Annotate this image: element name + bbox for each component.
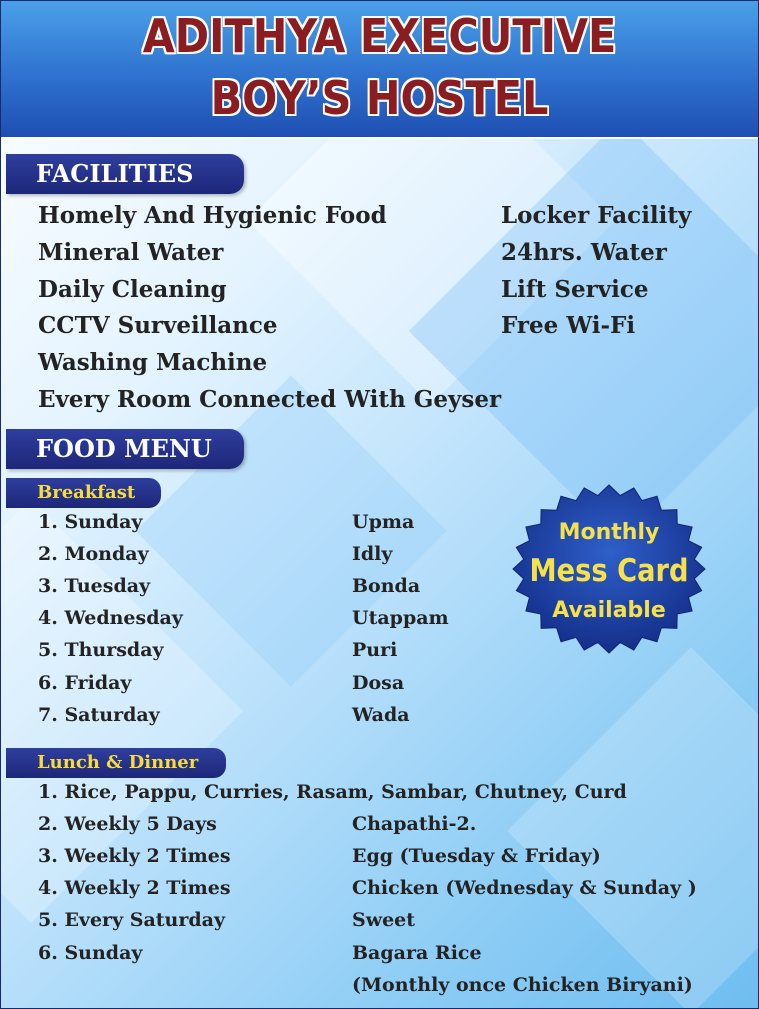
breakfast-item: Wada xyxy=(352,704,410,726)
facilities-heading: FACILITIES xyxy=(6,154,244,194)
breakfast-item: Upma xyxy=(352,511,415,533)
hostel-title-line-2: BOY’S HOSTEL xyxy=(210,71,549,125)
breakfast-day: 4. Wednesday xyxy=(38,607,183,629)
lunch-dinner-item: Bagara Rice xyxy=(352,942,482,964)
bg-diamond-5 xyxy=(507,647,759,1009)
breakfast-item: Puri xyxy=(352,639,398,661)
breakfast-day: 3. Tuesday xyxy=(38,575,151,597)
breakfast-item: Bonda xyxy=(352,575,421,597)
facility-item: Mineral Water xyxy=(38,239,224,266)
lunch-dinner-schedule: 3. Weekly 2 Times xyxy=(38,845,231,867)
breakfast-day: 1. Sunday xyxy=(38,511,143,533)
breakfast-day: 6. Friday xyxy=(38,672,132,694)
lunch-dinner-item: Sweet xyxy=(352,909,416,931)
breakfast-day: 7. Saturday xyxy=(38,704,160,726)
badge-line-2: Mess Card xyxy=(529,552,689,589)
facility-item: 24hrs. Water xyxy=(501,239,667,266)
facility-item: Daily Cleaning xyxy=(38,276,227,303)
food-menu-heading: FOOD MENU xyxy=(6,429,244,469)
lunch-dinner-item: Egg (Tuesday & Friday) xyxy=(352,845,601,867)
hostel-title-line-1: ADITHYA EXECUTIVE xyxy=(142,9,617,63)
facility-item: Every Room Connected With Geyser xyxy=(38,386,502,413)
facility-item: Locker Facility xyxy=(501,202,692,229)
lunch-dinner-schedule: 2. Weekly 5 Days xyxy=(38,813,217,835)
lunch-dinner-item: Chapathi-2. xyxy=(352,813,477,835)
lunch-dinner-item-note: (Monthly once Chicken Biryani) xyxy=(352,974,693,996)
facility-item: Washing Machine xyxy=(38,349,268,376)
facility-item: CCTV Surveillance xyxy=(38,312,278,339)
facility-item: Lift Service xyxy=(501,276,649,303)
breakfast-day: 2. Monday xyxy=(38,543,149,565)
badge-line-1: Monthly xyxy=(558,520,660,545)
breakfast-heading: Breakfast xyxy=(6,478,161,508)
lunch-dinner-schedule: 4. Weekly 2 Times xyxy=(38,877,231,899)
breakfast-item: Utappam xyxy=(352,607,449,629)
lunch-dinner-heading: Lunch & Dinner xyxy=(6,748,226,778)
lunch-dinner-schedule: 6. Sunday xyxy=(38,942,143,964)
badge-line-3: Available xyxy=(552,598,666,623)
breakfast-item: Idly xyxy=(352,543,393,565)
lunch-dinner-schedule: 5. Every Saturday xyxy=(38,909,225,931)
poster-header xyxy=(1,1,758,139)
breakfast-day: 5. Thursday xyxy=(38,639,164,661)
breakfast-item: Dosa xyxy=(352,672,405,694)
mess-card-badge xyxy=(511,484,707,654)
lunch-dinner-line: 1. Rice, Pappu, Curries, Rasam, Sambar, Chutney, Curd xyxy=(38,781,627,803)
facility-item: Homely And Hygienic Food xyxy=(38,202,387,229)
facility-item: Free Wi-Fi xyxy=(501,312,636,339)
lunch-dinner-item: Chicken (Wednesday & Sunday ) xyxy=(352,877,697,899)
